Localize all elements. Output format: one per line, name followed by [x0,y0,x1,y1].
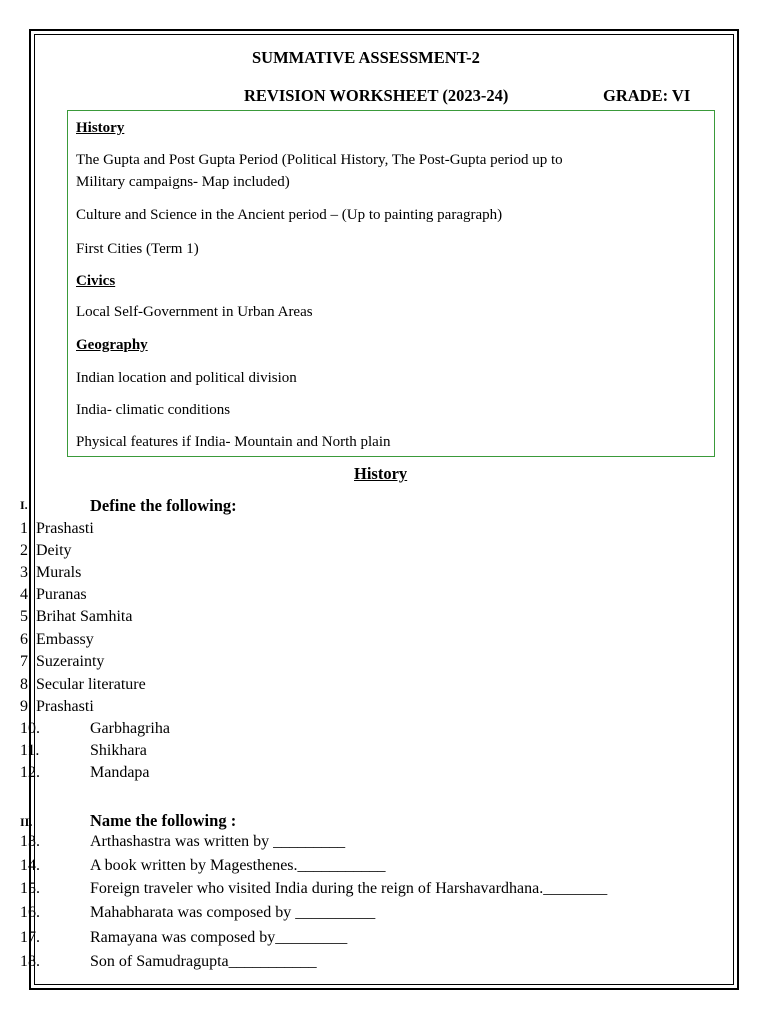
list-item: 7. Suzerainty [20,653,105,670]
list-item: 3. Murals [20,564,82,581]
list-item-number: 16. [20,904,40,921]
list-item-number: 15. [20,880,40,897]
syllabus-geography-item: India- climatic conditions [76,402,231,418]
part1-heading: Define the following: [90,496,237,515]
list-item-number: 17. [20,929,40,946]
list-item-number: 18. [20,953,40,970]
syllabus-history-item: Military campaigns- Map included) [76,174,290,190]
list-item: 2. Deity [20,542,72,559]
list-item-number: 14. [20,857,40,874]
syllabus-history-item: Culture and Science in the Ancient period – (Up to painting paragraph) [76,207,503,223]
list-item: Garbhagriha [90,720,170,737]
syllabus-history-item: The Gupta and Post Gupta Period (Political History, The Post-Gupta period up to [76,152,563,168]
list-item: Mahabharata was composed by __________ [90,904,376,921]
syllabus-civics-item: Local Self-Government in Urban Areas [76,304,313,320]
list-item: 9. Prashasti [20,698,94,715]
list-item-number: 12. [20,764,40,781]
worksheet-subtitle: REVISION WORKSHEET (2023-24) [244,86,509,105]
syllabus-box [67,110,715,457]
list-item: Foreign traveler who visited India during the reign of Harshavardhana.________ [90,880,608,897]
worksheet-title: SUMMATIVE ASSESSMENT-2 [252,48,480,67]
syllabus-geography-item: Physical features if India- Mountain and North plain [76,434,391,450]
list-item: Ramayana was composed by_________ [90,929,348,946]
syllabus-history-heading: History [76,120,125,136]
list-item-number: 13. [20,833,40,850]
syllabus-civics-heading: Civics [76,273,116,289]
list-item: Arthashastra was written by _________ [90,833,346,850]
grade-label: GRADE: VI [603,86,691,105]
list-item: 4. Puranas [20,586,87,603]
syllabus-history-item: First Cities (Term 1) [76,241,199,257]
syllabus-geography-heading: Geography [76,337,148,353]
list-item: Shikhara [90,742,147,759]
part2-numeral: II. [20,815,33,829]
list-item: Son of Samudragupta___________ [90,953,317,970]
syllabus-geography-item: Indian location and political division [76,370,297,386]
list-item-number: 11. [20,742,40,759]
list-item-number: 10. [20,720,40,737]
list-item: A book written by Magesthenes.___________ [90,857,386,874]
list-item: 8. Secular literature [20,676,146,693]
part1-numeral: I. [20,498,28,512]
list-item: 1. Prashasti [20,520,94,537]
list-item: 6. Embassy [20,631,94,648]
list-item: Mandapa [90,764,150,781]
list-item: 5. Brihat Samhita [20,608,133,625]
section-title: History [354,464,408,483]
part2-heading: Name the following : [90,811,237,830]
